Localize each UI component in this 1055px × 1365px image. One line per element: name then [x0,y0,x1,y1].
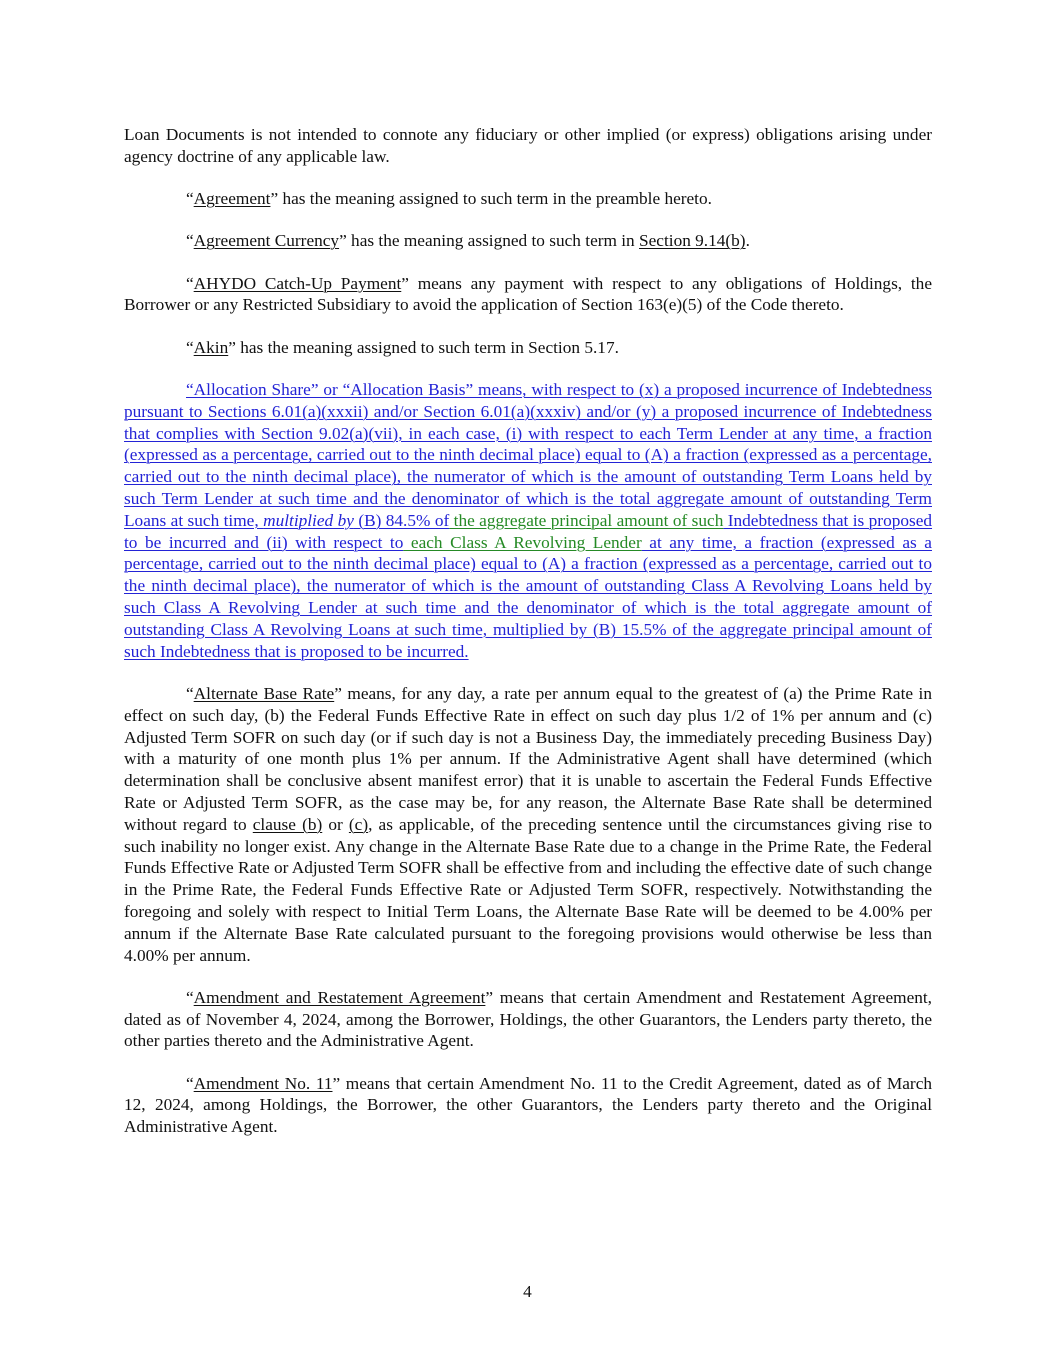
open-quote: “ [186,189,194,209]
definition-text: ” has the meaning assigned to such term in [339,231,640,251]
defined-term: Agreement Currency [193,231,340,251]
definition-text: or [322,814,349,834]
definition-text: ” has the meaning assigned to such term in the preamble hereto. [270,189,712,209]
definition-amendment-restatement [124,987,932,1052]
definition-ahydo [124,273,932,317]
definition-text: ” means that certain Amendment No. 11 to the Credit Agreement, dated as of March 12, 2024, among Holdings, the Borrower, the other Guarantors, the Lenders party thereto and the Original Administrative Agent. [124,1073,933,1137]
inserted-text: “Allocation Share” or “Allocation Basis” means, with respect to (x) a proposed incurrence of Indebtedness pursuant to Sections 6.01(a)(xxxii) and/or Section 6.01(a)(xxxiv) and/or (y) a proposed incurrence of Indebtedness that complies with Section 9.02(a)(vii), in each case, (i) with respect to each Term Lender at any time, a fraction (expressed as a percentage, carried out to the ninth decimal place) equal to (A) a fraction (expressed as a percentage, carried out to the ninth decimal place), the numerator of which is the amount of outstanding Term Loans held by such Term Lender at such time and the denominator of which is the total aggregate amount of outstanding Term Loans at such time, [124,380,932,530]
moved-text: each Class A Revolving Lender [403,532,642,552]
inserted-text: (B) 84.5% of [353,510,450,530]
definition-agreement-currency [124,230,932,252]
inserted-italic-text: multiplied by [263,510,354,530]
open-quote: “ [186,987,194,1007]
cross-reference: Section 9.14(b) [639,231,746,251]
open-quote: “ [186,1073,194,1093]
definition-text: ” means, for any day, a rate per annum equal to the greatest of (a) the Prime Rate in effect on such day, (b) the Federal Funds Effective Rate in effect on such day plus 1/2 of 1% per annum and (c) Adjusted Term SOFR on such day (or if such day is not a Business Day, the immediately preceding Business Day) with a maturity of one month plus 1% per annum. If the Administrative Agent shall have determined (which determination shall be conclusive absent manifest error) that it is unable to ascertain the Federal Funds Effective Rate or Adjusted Term SOFR, as the case may be, for any reason, the Alternate Base Rate shall be determined without regard to [124,683,932,834]
definition-alternate-base-rate [124,683,932,966]
definition-agreement [124,188,932,210]
open-quote: “ [186,231,194,251]
definition-text: ” has the meaning assigned to such term in Section 5.17. [228,337,619,357]
defined-term: Agreement [193,189,271,209]
definition-end: . [745,231,750,251]
defined-term: Alternate Base Rate [193,683,335,703]
paragraph-loan-documents: Loan Documents is not intended to connote any fiduciary or other implied (or express) obligations arising under agency doctrine of any applicable law. [124,125,932,166]
defined-term: Amendment No. 11 [193,1073,333,1093]
cross-reference: clause (b) [252,814,323,834]
open-quote: “ [186,273,194,293]
definition-allocation-share-inserted [124,379,932,662]
open-quote: “ [186,683,194,703]
definition-akin [124,337,932,359]
defined-term: Akin [193,337,229,357]
definition-text: , as applicable, of the preceding sentence until the circumstances giving rise to such inability no longer exist. Any change in the Alternate Base Rate due to a change in the Prime Rate, the Federal Funds Effective Rate or Adjusted Term SOFR shall be effective from and including the effective date of such change in the Prime Rate, the Federal Funds Effective Rate or Adjusted Term SOFR, respectively. Notwithstanding the foregoing and solely with respect to Initial Term Loans, the Alternate Base Rate will be deemed to be 4.00% per annum if the Alternate Base Rate calculated pursuant to the foregoing provisions would otherwise be less than 4.00% per annum. [124,814,933,965]
definition-amendment-no-11 [124,1073,932,1138]
page-number: 4 [523,1282,532,1301]
document-page [124,124,932,1159]
inserted-text: at any time, a fraction (expressed as a percentage, carried out to the ninth decimal place) equal to (A) a fraction (expressed as a percentage, carried out to the ninth decimal place), the numerator of which is the amount of outstanding Class A Revolving Loans held by such Class A Revolving Lender at such time and the denominator of which is the total aggregate amount of outstanding Class A Revolving Loans at such time, multiplied by (B) 15.5% of the aggregate principal amount of such Indebtedness that is proposed to be incurred. [124,532,932,661]
open-quote: “ [186,337,194,357]
definition-text: ” means that certain Amendment and Restatement Agreement, dated as of November 4, 2024, among the Borrower, Holdings, the other Guarantors, the Lenders party thereto, the other parties thereto and the Administrative Agent. [124,987,933,1051]
defined-term: Amendment and Restatement Agreement [193,987,486,1007]
inserted-text: Indebtedness that is proposed to be incurred and (ii) with respect to [124,510,933,552]
definition-text: ” means any payment with respect to any obligations of Holdings, the Borrower or any Restricted Subsidiary to avoid the application of Section 163(e)(5) of the Code thereto. [124,273,932,315]
moved-text: the aggregate principal amount of such [449,510,724,530]
cross-reference: (c) [348,814,369,834]
defined-term: AHYDO Catch-Up Payment [193,273,402,293]
